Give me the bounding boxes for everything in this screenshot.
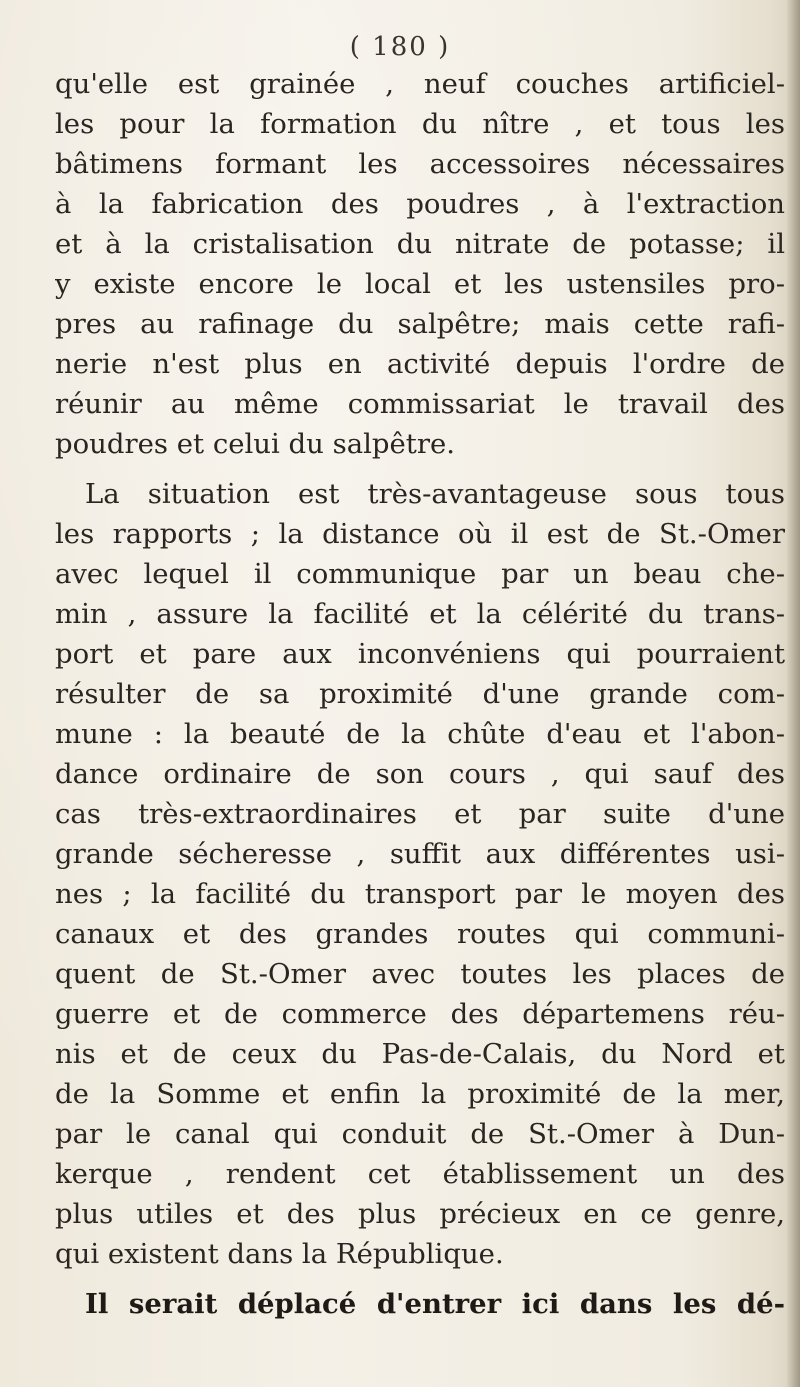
text-line: mune : la beauté de la chûte d'eau et l'abon-: [55, 718, 785, 750]
text-line: qui existent dans la République.: [55, 1238, 504, 1270]
text-line: à la fabrication des poudres , à l'extraction: [55, 188, 785, 220]
text-line: port et pare aux inconvéniens qui pourraient: [55, 638, 785, 670]
text-line: guerre et de commerce des départemens réu-: [55, 998, 785, 1030]
text-line: et à la cristalisation du nitrate de potasse; il: [55, 228, 785, 260]
text-line: les pour la formation du nître , et tous les: [55, 108, 785, 140]
text-line: nerie n'est plus en activité depuis l'ordre de: [55, 348, 785, 380]
body-text: [55, 64, 785, 1324]
text-line: avec lequel il communique par un beau che-: [55, 558, 785, 590]
text-line: y existe encore le local et les ustensiles pro-: [55, 268, 785, 300]
text-line: plus utiles et des plus précieux en ce genre,: [55, 1198, 785, 1230]
text-line: résulter de sa proximité d'une grande com-: [55, 678, 785, 710]
text-line: grande sécheresse , suffit aux différentes usi-: [55, 838, 785, 870]
text-line: La situation est très-avantageuse sous tous: [85, 478, 785, 510]
text-line: nis et de ceux du Pas-de-Calais, du Nord et: [55, 1038, 785, 1070]
text-line: de la Somme et enfin la proximité de la mer,: [55, 1078, 785, 1110]
text-line: bâtimens formant les accessoires nécessaires: [55, 148, 785, 180]
text-line: quent de St.-Omer avec toutes les places de: [55, 958, 785, 990]
text-line: qu'elle est grainée , neuf couches artificiel-: [55, 68, 785, 100]
text-line: nes ; la facilité du transport par le moyen des: [55, 878, 785, 910]
text-line: kerque , rendent cet établissement un des: [55, 1158, 785, 1190]
text-line: pres au rafinage du salpêtre; mais cette rafi-: [55, 308, 785, 340]
text-line: cas très-extraordinaires et par suite d'une: [55, 798, 785, 830]
text-line: min , assure la facilité et la célérité du trans-: [55, 598, 785, 630]
page-edge-shadow: [786, 0, 800, 1387]
text-line: dance ordinaire de son cours , qui sauf des: [55, 758, 785, 790]
paragraph-gap: [55, 464, 785, 474]
text-line: réunir au même commissariat le travail des: [55, 388, 785, 420]
text-line: les rapports ; la distance où il est de St.-Omer: [55, 518, 785, 550]
text-line: par le canal qui conduit de St.-Omer à Dun-: [55, 1118, 785, 1150]
paragraph-gap: [55, 1274, 785, 1284]
text-line: canaux et des grandes routes qui communi-: [55, 918, 785, 950]
text-line: Il serait déplacé d'entrer ici dans les dé-: [85, 1288, 785, 1320]
text-line: poudres et celui du salpêtre.: [55, 428, 455, 460]
page-number: ( 180 ): [349, 32, 451, 62]
